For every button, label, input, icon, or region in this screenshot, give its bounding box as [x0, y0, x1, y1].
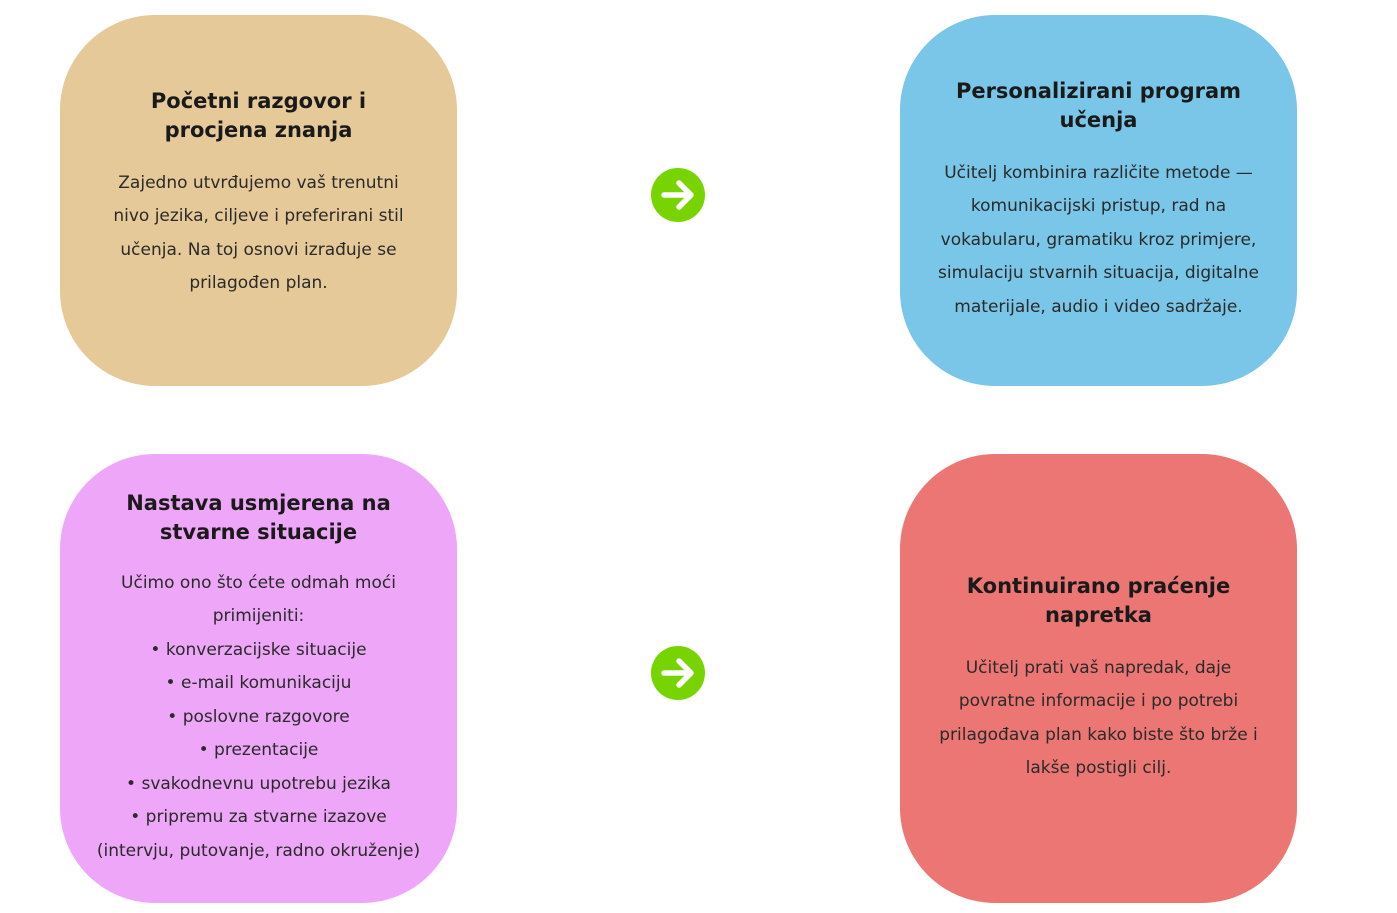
step-title: Početni razgovor i procjena znanja [150, 88, 367, 142]
list-item: • e-mail komunikaciju [126, 667, 391, 701]
step-description: Učitelj prati vaš napredak, daje povratne informacije i po potrebi prilagođava plan kako biste što brže i lakše postigli cilj. [939, 657, 1258, 778]
arrow-right-icon [650, 645, 706, 701]
step-description: Učitelj kombinira različite metode — komunikacijski pristup, rad na vokabularu, gramatiku kroz primjere, simulaciju stvarnih situacija, digitalne materijale, audio i video sadržaje. [938, 162, 1259, 317]
step-description: Zajedno utvrđujemo vaš trenutni nivo jezika, ciljeve i preferirani stil učenja. Na toj osnovi izrađuje se prilagođen plan. [113, 172, 404, 293]
step-card-real-situations [60, 454, 457, 903]
step-bullet-list [126, 634, 391, 835]
arrow-right-icon [650, 167, 706, 223]
list-item: • svakodnevnu upotrebu jezika [126, 768, 391, 802]
list-item: • prezentacije [126, 734, 391, 768]
list-item: • pripremu za stvarne izazove [126, 801, 391, 835]
list-item: • poslovne razgovore [126, 701, 391, 735]
step-card-initial-assessment [60, 15, 457, 386]
step-title: Personalizirani program učenja [955, 78, 1242, 132]
step-card-personalized-program [900, 15, 1297, 386]
step-intro: Učimo ono što ćete odmah moći primijeniti: [121, 572, 396, 627]
step-card-progress-tracking [900, 454, 1297, 903]
step-outro: (intervju, putovanje, radno okruženje) [96, 840, 421, 861]
list-item: • konverzacijske situacije [126, 634, 391, 668]
step-title: Nastava usmjerena na stvarne situacije [126, 490, 391, 544]
step-title: Kontinuirano praćenje napretka [966, 573, 1231, 627]
